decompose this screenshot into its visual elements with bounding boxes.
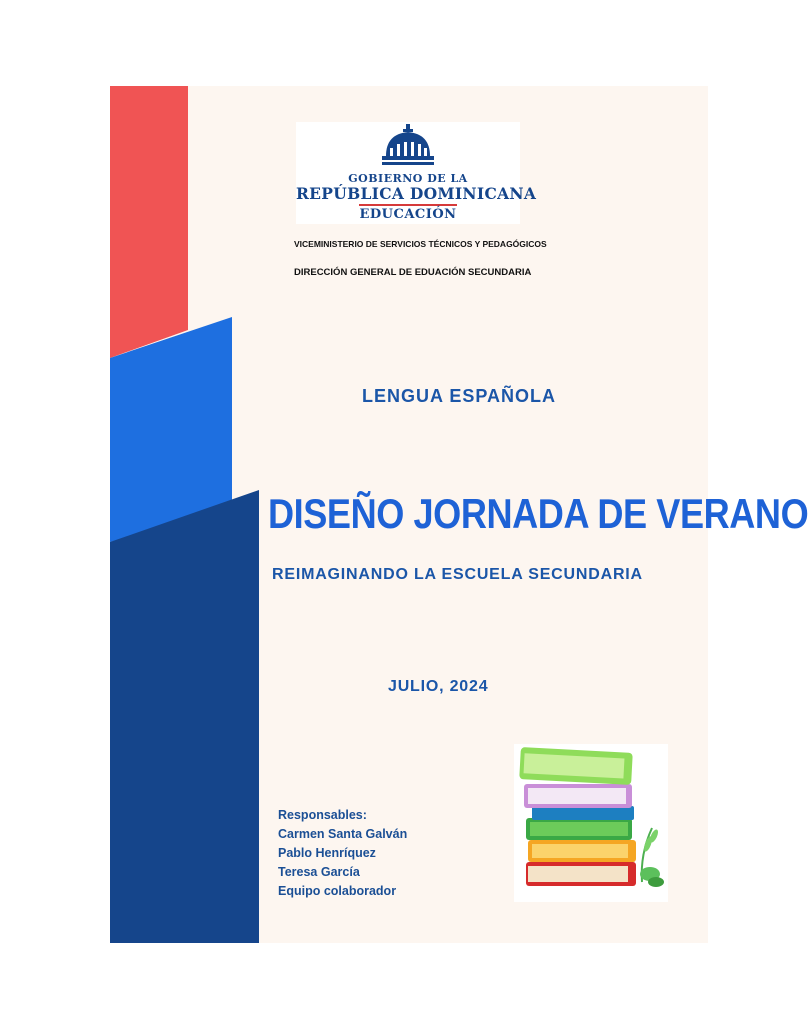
logo-line-gobierno: GOBIERNO DE LA [348, 172, 468, 185]
page-title: DISEÑO JORNADA DE VERANO [268, 490, 808, 537]
responsables-heading: Responsables: [278, 808, 367, 822]
viceministerio-label: VICEMINISTERIO DE SERVICIOS TÉCNICOS Y PEDAGÓGICOS [294, 239, 547, 249]
list-item: Carmen Santa Galván [278, 827, 408, 841]
list-item: Teresa García [278, 865, 360, 879]
cover-page [110, 86, 808, 943]
logo-line-educacion: EDUCACIÓN [359, 207, 457, 222]
government-logo [296, 122, 537, 224]
logo-divider [359, 204, 457, 206]
direccion-label: DIRECCIÓN GENERAL DE EDUACIÓN SECUNDARIA [294, 267, 532, 278]
book-stack-icon [514, 744, 668, 902]
red-band [110, 86, 188, 358]
list-item: Equipo colaborador [278, 884, 397, 898]
publication-date: JULIO, 2024 [388, 678, 489, 695]
dome-icon [378, 124, 438, 172]
responsables-list [278, 806, 407, 901]
list-item: Pablo Henríquez [278, 846, 376, 860]
logo-line-republica: REPÚBLICA DOMINICANA [296, 184, 537, 203]
dark-blue-band [110, 490, 259, 943]
subtitle: REIMAGINANDO LA ESCUELA SECUNDARIA [272, 566, 643, 583]
subject-heading: LENGUA ESPAÑOLA [362, 386, 557, 406]
